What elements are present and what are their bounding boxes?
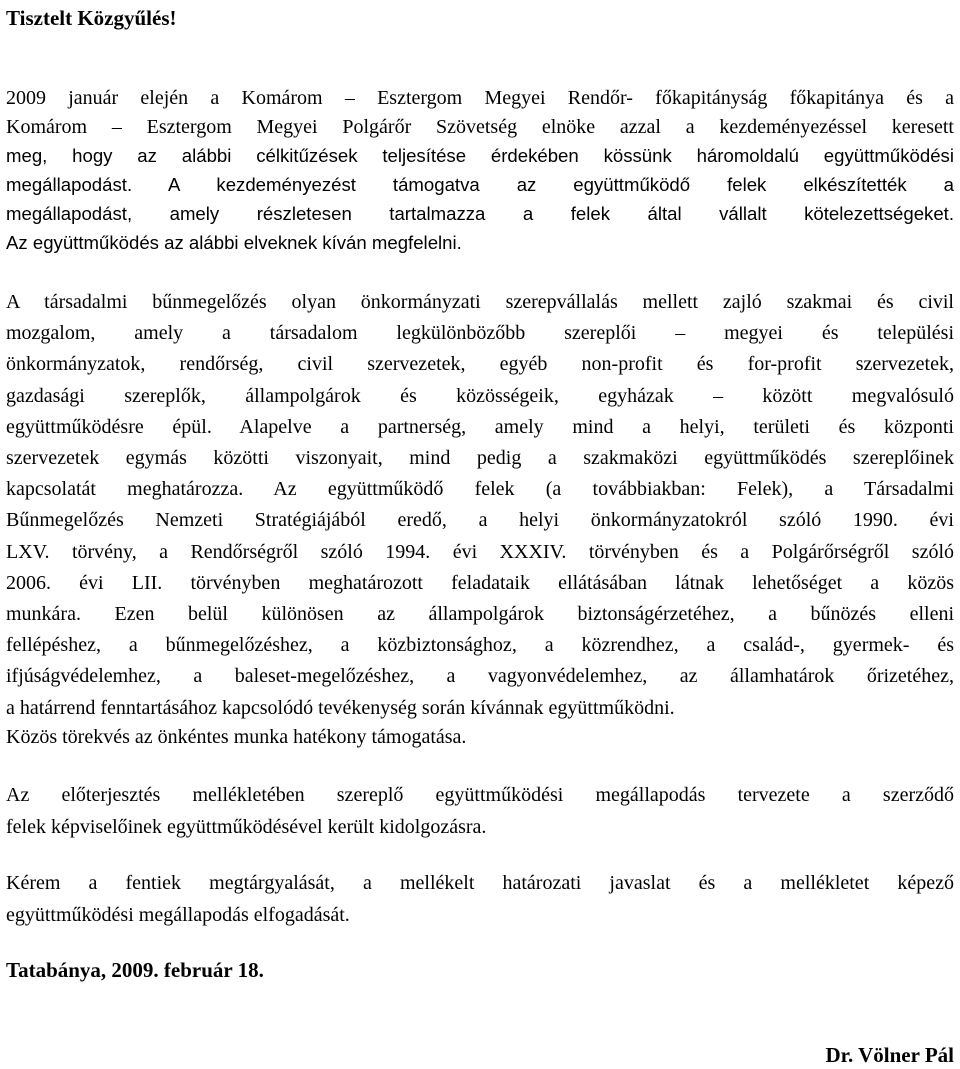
paragraph-line: gazdasági szereplők, állampolgárok és közösségeik, egyházak – között megvalósuló xyxy=(6,384,954,407)
paragraph-line: együttműködésre épül. Alapelve a partnerség, amely mind a helyi, területi és központi xyxy=(6,415,954,438)
paragraph-line: szervezetek egymás közötti viszonyait, mind pedig a szakmaközi együttműködés szereplőinek xyxy=(6,447,954,470)
principles-paragraph xyxy=(6,287,954,724)
paragraph-line: Az együttműködés az alábbi elveknek kíván megfelelni. xyxy=(6,231,462,253)
paragraph-line: felek képviselőinek együttműködésével került kidolgozásra. xyxy=(6,815,487,838)
paragraph-line: önkormányzatok, rendőrség, civil szervezetek, egyéb non-profit és for-profit szervezetek, xyxy=(6,353,954,376)
greeting-heading: Tisztelt Közgyűlés! xyxy=(6,6,177,30)
paragraph-line: Komárom – Esztergom Megyei Polgárőr Szövetség elnöke azzal a kezdeményezéssel keresett xyxy=(6,115,954,138)
paragraph-line: mozgalom, amely a társadalom legkülönbözőbb szereplői – megyei és települési xyxy=(6,322,954,345)
paragraph-line: megállapodást. A kezdeményezést támogatva az együttműködő felek elkészítették a xyxy=(6,173,954,195)
paragraph-line: meg, hogy az alábbi célkitűzések teljesítése érdekében kössünk háromoldalú együttműködési xyxy=(6,144,954,166)
goal-paragraph xyxy=(6,723,954,752)
paragraph-line: Kérem a fentiek megtárgyalását, a mellékelt határozati javaslat és a mellékletet képező xyxy=(6,872,954,894)
paragraph-line: ifjúságvédelemhez, a baleset-megelőzéshez, a vagyonvédelemhez, az államhatárok őrizetéhez, xyxy=(6,665,954,688)
paragraph-line: 2006. évi LII. törvényben meghatározott feladataik ellátásában látnak lehetőséget a közös xyxy=(6,571,954,594)
paragraph-line: LXV. törvény, a Rendőrségről szóló 1994. évi XXXIV. törvényben és a Polgárőrségről szóló xyxy=(6,540,954,563)
paragraph-line: fellépéshez, a bűnmegelőzéshez, a közbiztonsághoz, a közrendhez, a család-, gyermek- és xyxy=(6,634,954,657)
paragraph-line: Közös törekvés az önkéntes munka hatékony támogatása. xyxy=(6,726,467,748)
paragraph-line: munkára. Ezen belül különösen az állampolgárok biztonságérzetéhez, a bűnözés elleni xyxy=(6,603,954,626)
paragraph-line: Az előterjesztés mellékletében szereplő együttműködési megállapodás tervezete a szerződő xyxy=(6,784,954,806)
paragraph-line: 2009 január elején a Komárom – Esztergom Megyei Rendőr- főkapitányság főkapitánya és a xyxy=(6,87,954,109)
request-paragraph xyxy=(6,868,954,931)
paragraph-line: A társadalmi bűnmegelőzés olyan önkormányzati szerepvállalás mellett zajló szakmai és civil xyxy=(6,291,954,313)
paragraph-line: kapcsolatát meghatározza. Az együttműködő felek (a továbbiakban: Felek), a Társadalmi xyxy=(6,478,954,501)
paragraph-line: együttműködési megállapodás elfogadását. xyxy=(6,903,350,926)
paragraph-line: a határrend fenntartásához kapcsolódó tevékenység során kívánnak együttműködni. xyxy=(6,696,675,719)
annex-paragraph xyxy=(6,780,954,843)
intro-paragraph xyxy=(6,84,954,257)
signature-name: Dr. Völner Pál xyxy=(825,1043,954,1067)
paragraph-line: Bűnmegelőzés Nemzeti Stratégiájából eredő, a helyi önkormányzatokról szóló 1990. évi xyxy=(6,509,954,532)
paragraph-line: megállapodást, amely részletesen tartalmazza a felek által vállalt kötelezettségeket. xyxy=(6,202,954,224)
place-and-date: Tatabánya, 2009. február 18. xyxy=(6,958,264,982)
